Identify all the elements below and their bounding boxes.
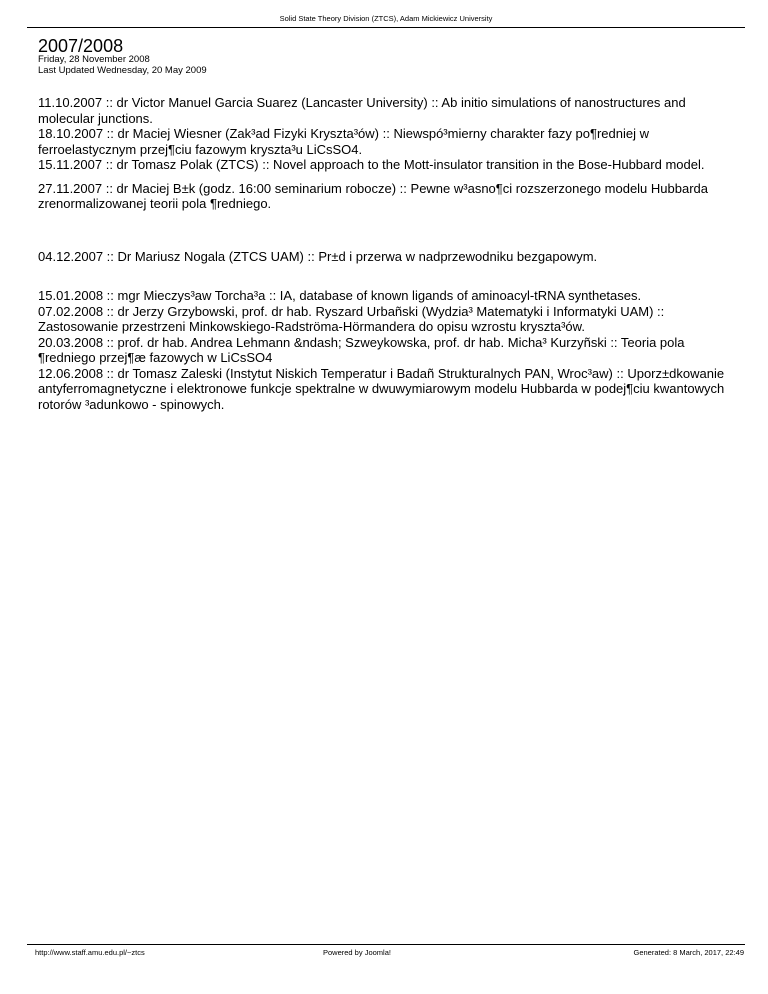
footer-powered-by: Powered by Joomla! xyxy=(323,948,391,957)
seminar-group xyxy=(38,249,733,265)
site-header-title: Solid State Theory Division (ZTCS), Adam Mickiewicz University xyxy=(279,14,493,23)
seminar-entry: 27.11.2007 :: dr Maciej B±k (godz. 16:00 seminarium robocze) :: Pewne w³asno¶ci rozszerzonego modelu Hubbarda zrenormalizowanej teorii pola ¶redniego. xyxy=(38,180,708,211)
seminar-group xyxy=(38,288,733,412)
last-updated-date: Last Updated Wednesday, 20 May 2009 xyxy=(38,65,207,76)
footer-site-url: http://www.staff.amu.edu.pl/~ztcs xyxy=(35,948,145,957)
header-divider xyxy=(27,27,745,28)
created-date: Friday, 28 November 2008 xyxy=(38,54,150,65)
article-title: 2007/2008 xyxy=(38,36,124,56)
seminar-entry: 20.03.2008 :: prof. dr hab. Andrea Lehmann &ndash; Szweykowska, prof. dr hab. Micha³ Kurzyñski :: Teoria pola ¶redniego przej¶æ fazowych w LiCsSO4 xyxy=(38,334,685,365)
seminar-entry: 11.10.2007 :: dr Victor Manuel Garcia Suarez (Lancaster University) :: Ab initio simulations of nanostructures and molecular junctions. xyxy=(38,95,686,126)
seminar-entry: 15.11.2007 :: dr Tomasz Polak (ZTCS) :: Novel approach to the Mott-insulator transition in the Bose-Hubbard model. xyxy=(38,157,705,172)
seminar-entry: 15.01.2008 :: mgr Mieczys³aw Torcha³a :: IA, database of known ligands of aminoacyl-tRNA synthetases. xyxy=(38,288,642,303)
seminar-group xyxy=(38,181,733,212)
seminar-entry: 07.02.2008 :: dr Jerzy Grzybowski, prof. dr hab. Ryszard Urbañski (Wydzia³ Matematyki i Informatyki UAM) :: Zastosowanie przestrzeni Minkowskiego-Radströma-Hörmandera do opisu wzrostu kryszta³ów. xyxy=(38,303,665,334)
footer-generated-date: Generated: 8 March, 2017, 22:49 xyxy=(633,948,744,957)
seminar-entry: 12.06.2008 :: dr Tomasz Zaleski (Instytut Niskich Temperatur i Badañ Strukturalnych PAN, Wroc³aw) :: Uporz±dkowanie antyferromagnetyczne i elektronowe funkcje spektralne w dwuwymiarowym modelu Hubbarda w podej¶ciu kwantowych rotorów ³adunkowo - spinowych. xyxy=(38,365,725,412)
seminar-entry: 18.10.2007 :: dr Maciej Wiesner (Zak³ad Fizyki Kryszta³ów) :: Niewspó³mierny charakter fazy po¶redniej w ferroelastycznym przej¶ciu fazowym kryszta³u LiCsSO4. xyxy=(38,126,649,157)
seminar-entry: 04.12.2007 :: Dr Mariusz Nogala (ZTCS UAM) :: Pr±d i przerwa w nadprzewodniku bezgapowym. xyxy=(38,248,598,264)
footer-divider xyxy=(27,944,745,945)
seminar-group xyxy=(38,95,733,173)
seminar-list xyxy=(38,95,733,412)
